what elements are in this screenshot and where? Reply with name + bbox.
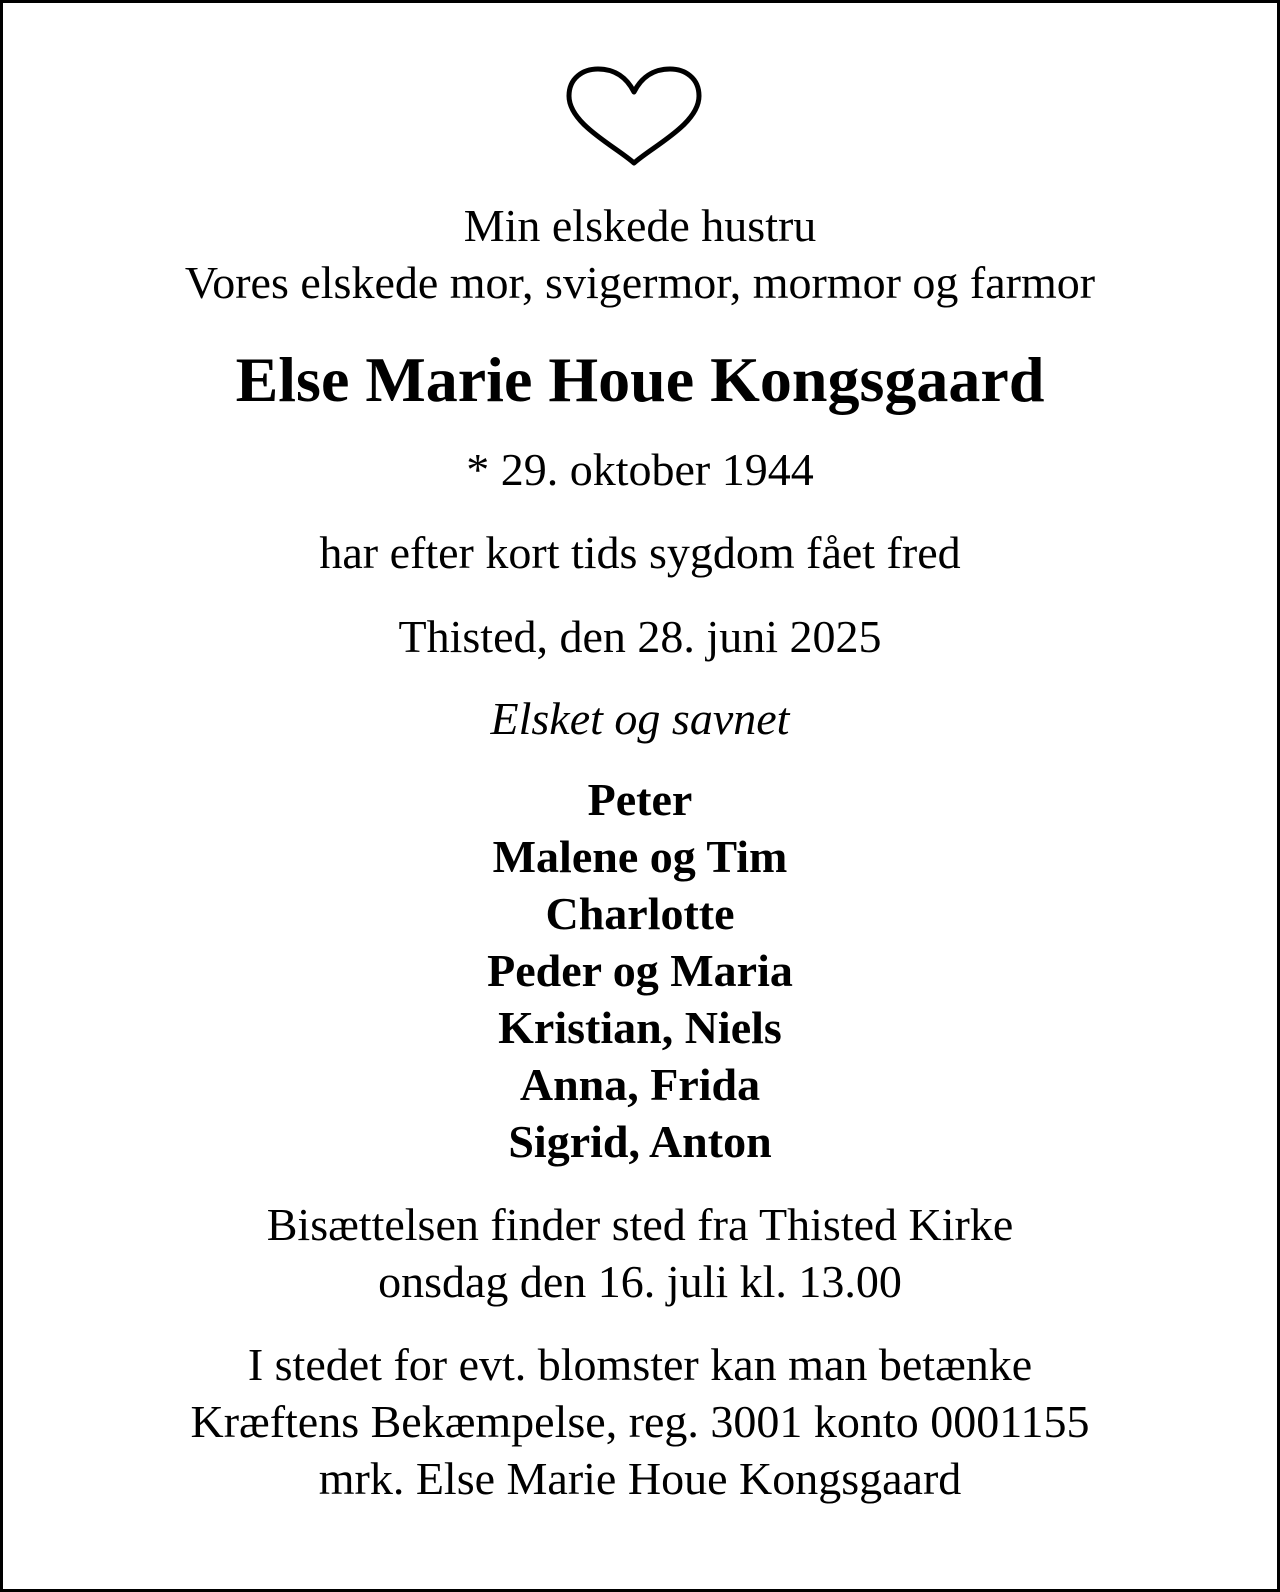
intro-line-2: Vores elskede mor, svigermor, mormor og farmor — [184, 257, 1096, 308]
intro-line-1: Min elskede hustru — [463, 200, 817, 251]
family-name-5: Kristian, Niels — [498, 1002, 782, 1053]
deceased-name: Else Marie Houe Kongsgaard — [235, 344, 1045, 415]
family-name-7: Sigrid, Anton — [508, 1116, 772, 1167]
donation-line-2: Kræftens Bekæmpelse, reg. 3001 konto 0001155 — [190, 1396, 1090, 1447]
place-date: Thisted, den 28. juni 2025 — [398, 611, 882, 662]
family-name-4: Peder og Maria — [487, 945, 793, 996]
family-name-6: Anna, Frida — [519, 1059, 761, 1110]
funeral-line-1: Bisættelsen finder sted fra Thisted Kirke — [266, 1199, 1014, 1250]
heart-outline-icon — [565, 66, 703, 166]
passing-text: har efter kort tids sygdom fået fred — [319, 527, 961, 578]
family-name-3: Charlotte — [545, 888, 735, 939]
birth-date: * 29. oktober 1944 — [466, 444, 814, 495]
family-name-2: Malene og Tim — [492, 831, 788, 882]
donation-line-3: mrk. Else Marie Houe Kongsgaard — [318, 1453, 962, 1504]
funeral-line-2: onsdag den 16. juli kl. 13.00 — [378, 1256, 902, 1307]
family-name-1: Peter — [587, 774, 693, 825]
motto: Elsket og savnet — [490, 693, 790, 744]
donation-line-1: I stedet for evt. blomster kan man betænke — [247, 1339, 1033, 1390]
